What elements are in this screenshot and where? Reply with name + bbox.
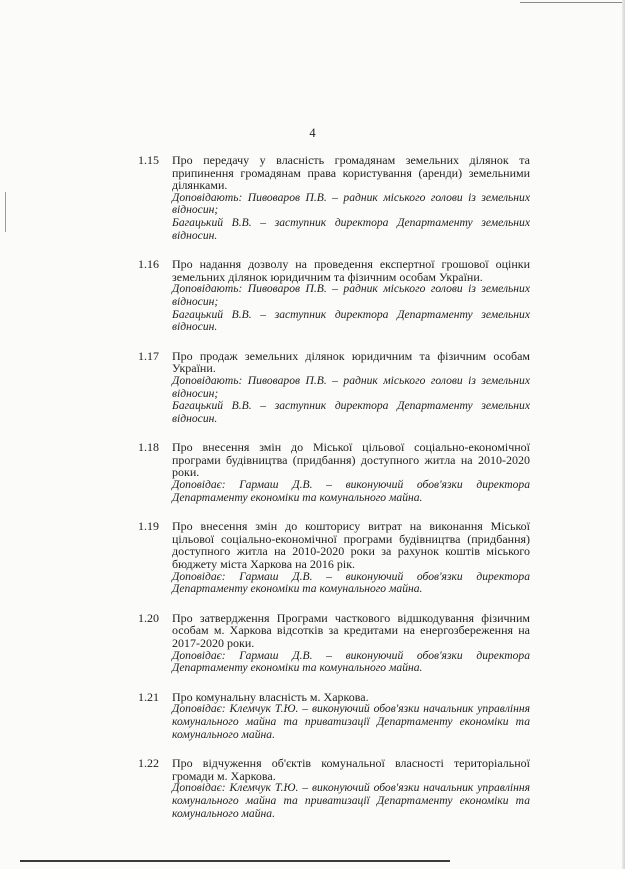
agenda-item-title: Про передачу у власність громадянам земельних ділянок та припинення громадянам права користування (аренди) земельними ділянками. — [172, 153, 530, 193]
agenda-item-title: Про внесення змін до кошторису витрат на виконання Міської цільової соціально-економічної програми будівництва (придбання) доступного житла на 2010-2020 роки за рахунок коштів міського бюджету міста Харкова на 2016 рік. — [172, 519, 530, 572]
agenda-item — [138, 520, 530, 596]
agenda-item-number: 1.18 — [138, 440, 159, 455]
agenda-item — [138, 258, 530, 334]
agenda-item-number: 1.15 — [138, 153, 159, 167]
page-number: 4 — [309, 126, 316, 140]
agenda-item-speaker: Доповідає: Клемчук Т.Ю. – виконуючий обов'язки начальник управління комунального майна та приватизації Департаменту економіки та комунального майна. — [172, 702, 530, 741]
agenda-item-speaker: Доповідає: Гармаш Д.В. – виконуючий обов'язки директора Департаменту економіки та комунального майна. — [172, 648, 530, 675]
scan-artifact-mark — [5, 192, 6, 232]
agenda-item-number: 1.19 — [138, 519, 159, 534]
agenda-item — [138, 350, 530, 426]
agenda-item-speaker: Доповідає: Гармаш Д.В. – виконуючий обов'язки директора Департаменту економіки та комунального майна. — [172, 569, 530, 596]
agenda-item-body — [172, 757, 530, 820]
agenda-item-body — [172, 441, 530, 504]
agenda-item — [138, 441, 530, 504]
agenda-items — [138, 154, 530, 836]
scan-artifact-bottom-line — [20, 860, 450, 862]
scan-artifact-line — [520, 2, 625, 3]
agenda-item-body — [172, 350, 530, 426]
agenda-item-body — [172, 612, 530, 675]
agenda-item-speaker: Багацький В.В. – заступник директора Департаменту земельних відносин. — [172, 215, 530, 242]
agenda-item-title: Про відчуження об'єктів комунальної власності територіальної громади м. Харкова. — [172, 756, 530, 783]
agenda-item-speaker: Доповідають: Пивоваров П.В. – радник міського голови із земельних відносин; — [172, 373, 530, 400]
agenda-item-number: 1.22 — [138, 756, 159, 771]
agenda-item — [138, 612, 530, 675]
agenda-item — [138, 691, 530, 741]
agenda-item-body — [172, 520, 530, 596]
agenda-item-speaker: Доповідають: Пивоваров П.В. – радник міського голови із земельних відносин; — [172, 282, 530, 308]
agenda-item — [138, 757, 530, 820]
agenda-item-speaker: Багацький В.В. – заступник директора Департаменту земельних відносин. — [172, 399, 530, 425]
agenda-item-speaker: Доповідає: Гармаш Д.В. – виконуючий обов'язки директора Департаменту економіки та комунального майна. — [172, 478, 530, 504]
agenda-item — [138, 154, 530, 242]
agenda-item-number: 1.20 — [138, 610, 159, 625]
agenda-item-title: Про надання дозволу на проведення експертної грошової оцінки земельних ділянок юридичним та фізичним особам України. — [172, 257, 530, 284]
agenda-item-body — [172, 258, 530, 334]
agenda-item-speaker: Доповідають: Пивоваров П.В. – радник міського голови із земельних відносин; — [172, 190, 530, 217]
agenda-item-speaker: Багацький В.В. – заступник директора Департаменту земельних відносин. — [172, 307, 530, 334]
agenda-item-body — [172, 691, 530, 741]
agenda-item-speaker: Доповідає: Клемчук Т.Ю. – виконуючий обов'язки начальник управління комунального майна та приватизації Департаменту економіки та комунального майна. — [172, 781, 530, 820]
agenda-item-title: Про затвердження Програми часткового відшкодування фізичним особам м. Харкова відсотків за кредитами на енергозбереження на 2017-2020 роки. — [172, 610, 530, 650]
agenda-item-body — [172, 154, 530, 242]
agenda-item-number: 1.16 — [138, 257, 159, 272]
agenda-item-title: Про комунальну власність м. Харкова. — [172, 689, 369, 704]
agenda-item-title: Про продаж земельних ділянок юридичним та фізичним особам України. — [172, 348, 530, 376]
agenda-item-number: 1.17 — [138, 348, 159, 363]
agenda-item-title: Про внесення змін до Міської цільової соціально-економічної програми будівництва (придбання) доступного житла на 2010-2020 роки. — [172, 440, 530, 480]
agenda-item-number: 1.21 — [138, 689, 159, 704]
